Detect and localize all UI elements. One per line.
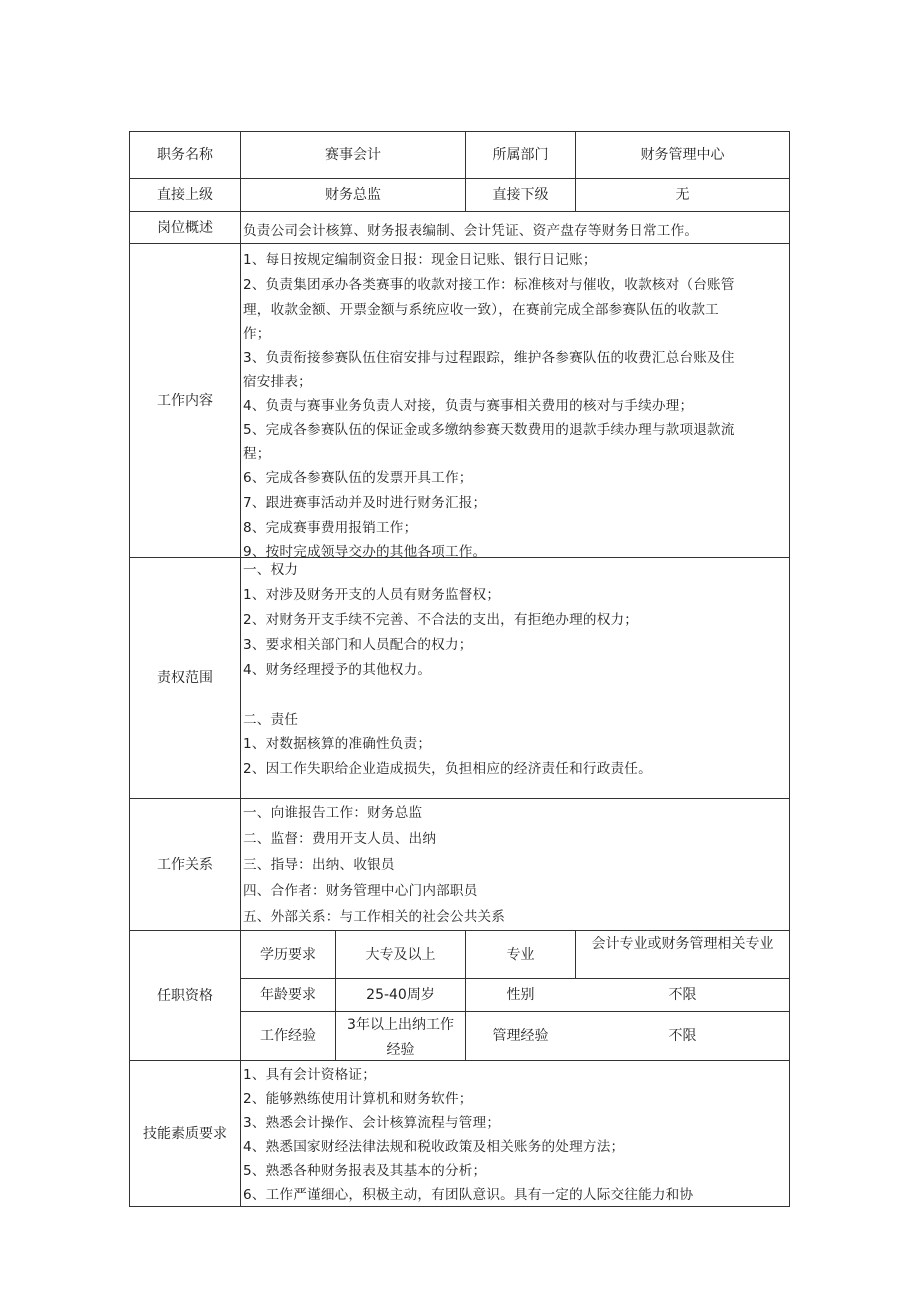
dept-value: 财务管理中心 [640, 147, 725, 163]
work-line: 宿安排表； [243, 374, 312, 390]
work-line: 4、负责与赛事业务负责人对接，负责与赛事相关费用的核对与手续办理； [243, 398, 694, 414]
experience-label: 工作经验 [260, 1028, 316, 1044]
overview-text: 负责公司会计核算、财务报表编制、会计凭证、资产盘存等财务日常工作。 [243, 223, 699, 239]
table-border-right [789, 131, 790, 1207]
skills-label: 技能素质要求 [143, 1125, 227, 1142]
skills-line: 6、工作严谨细心，积极主动，有团队意识。具有一定的人际交往能力和协 [243, 1187, 694, 1203]
skills-line: 2、能够熟练使用计算机和财务软件； [243, 1091, 473, 1107]
work-label: 工作内容 [157, 392, 213, 409]
subordinate-label: 直接下级 [492, 187, 549, 203]
superior-value: 财务总监 [325, 187, 381, 203]
work-line: 理，收款金额、开票金额与系统应收一致），在赛前完成全部参赛队伍的收款工 [243, 302, 719, 318]
management-label: 管理经验 [492, 1028, 549, 1044]
title-value: 赛事会计 [325, 147, 381, 163]
relations-line: 四、合作者：财务管理中心门内部职员 [243, 883, 478, 899]
relations-line: 三、指导：出纳、收银员 [243, 857, 395, 873]
relations-line: 五、外部关系：与工作相关的社会公共关系 [243, 909, 506, 925]
major-label: 专业 [506, 946, 535, 963]
authority-line: 1、对数据核算的准确性负责； [243, 736, 432, 752]
subordinate-value: 无 [675, 187, 690, 203]
authority-line: 一、权力 [243, 562, 299, 578]
work-line: 7、跟进赛事活动并及时进行财务汇报； [243, 495, 487, 511]
relations-line: 二、监督：费用开支人员、出纳 [243, 831, 437, 847]
work-line: 6、完成各参赛队伍的发票开具工作； [243, 470, 473, 486]
authority-label: 责权范围 [157, 670, 213, 686]
edu-label: 学历要求 [260, 946, 316, 963]
work-line: 8、完成赛事费用报销工作； [243, 520, 418, 536]
age-value: 25-40周岁 [366, 987, 435, 1003]
age-label: 年龄要求 [260, 987, 316, 1003]
work-line: 2、负责集团承办各类赛事的收款对接工作：标准核对与催收，收款核对（台账管 [243, 277, 735, 293]
gender-label: 性别 [506, 987, 535, 1003]
major-value: 会计专业或财务管理相关专业 [591, 936, 774, 952]
work-line: 程； [243, 446, 271, 462]
dept-label: 所属部门 [492, 147, 549, 163]
overview-label: 岗位概述 [157, 219, 213, 236]
superior-label: 直接上级 [157, 187, 213, 203]
skills-line: 1、具有会计资格证； [243, 1067, 376, 1083]
relations-label: 工作关系 [157, 856, 213, 873]
qualification-label: 任职资格 [157, 987, 213, 1004]
gender-value: 不限 [668, 987, 697, 1003]
authority-line: 2、因工作失职给企业造成损失，负担相应的经济责任和行政责任。 [243, 761, 652, 777]
authority-line: 二、责任 [243, 712, 299, 728]
experience-value-line1: 3年以上出纳工作 [347, 1017, 454, 1033]
work-line: 3、负责衔接参赛队伍住宿安排与过程跟踪，维护各参赛队伍的收费汇总台账及住 [243, 350, 735, 366]
skills-line: 5、熟悉各种财务报表及其基本的分析； [243, 1163, 487, 1179]
title-label: 职务名称 [157, 147, 213, 163]
authority-line: 2、对财务开支手续不完善、不合法的支出，有拒绝办理的权力； [243, 612, 639, 628]
management-value: 不限 [668, 1028, 697, 1044]
edu-value: 大专及以上 [365, 946, 436, 963]
table-border-bottom [129, 1206, 790, 1207]
authority-line: 1、对涉及财务开支的人员有财务监督权； [243, 587, 501, 603]
authority-line: 4、财务经理授予的其他权力。 [243, 662, 432, 678]
authority-line: 3、要求相关部门和人员配合的权力； [243, 637, 473, 653]
work-line: 作； [243, 326, 271, 342]
work-line: 5、完成各参赛队伍的保证金或多缴纳参赛天数费用的退款手续办理与款项退款流 [243, 422, 735, 438]
skills-line: 4、熟悉国家财经法律法规和税收政策及相关账务的处理方法； [243, 1139, 625, 1155]
work-line: 1、每日按规定编制资金日报：现金日记账、银行日记账； [243, 252, 597, 268]
work-line: 9、按时完成领导交办的其他各项工作。 [243, 544, 487, 560]
relations-line: 一、向谁报告工作：财务总监 [243, 805, 423, 821]
skills-line: 3、熟悉会计操作、会计核算流程与管理； [243, 1115, 501, 1131]
experience-value-line2: 经验 [386, 1042, 415, 1058]
